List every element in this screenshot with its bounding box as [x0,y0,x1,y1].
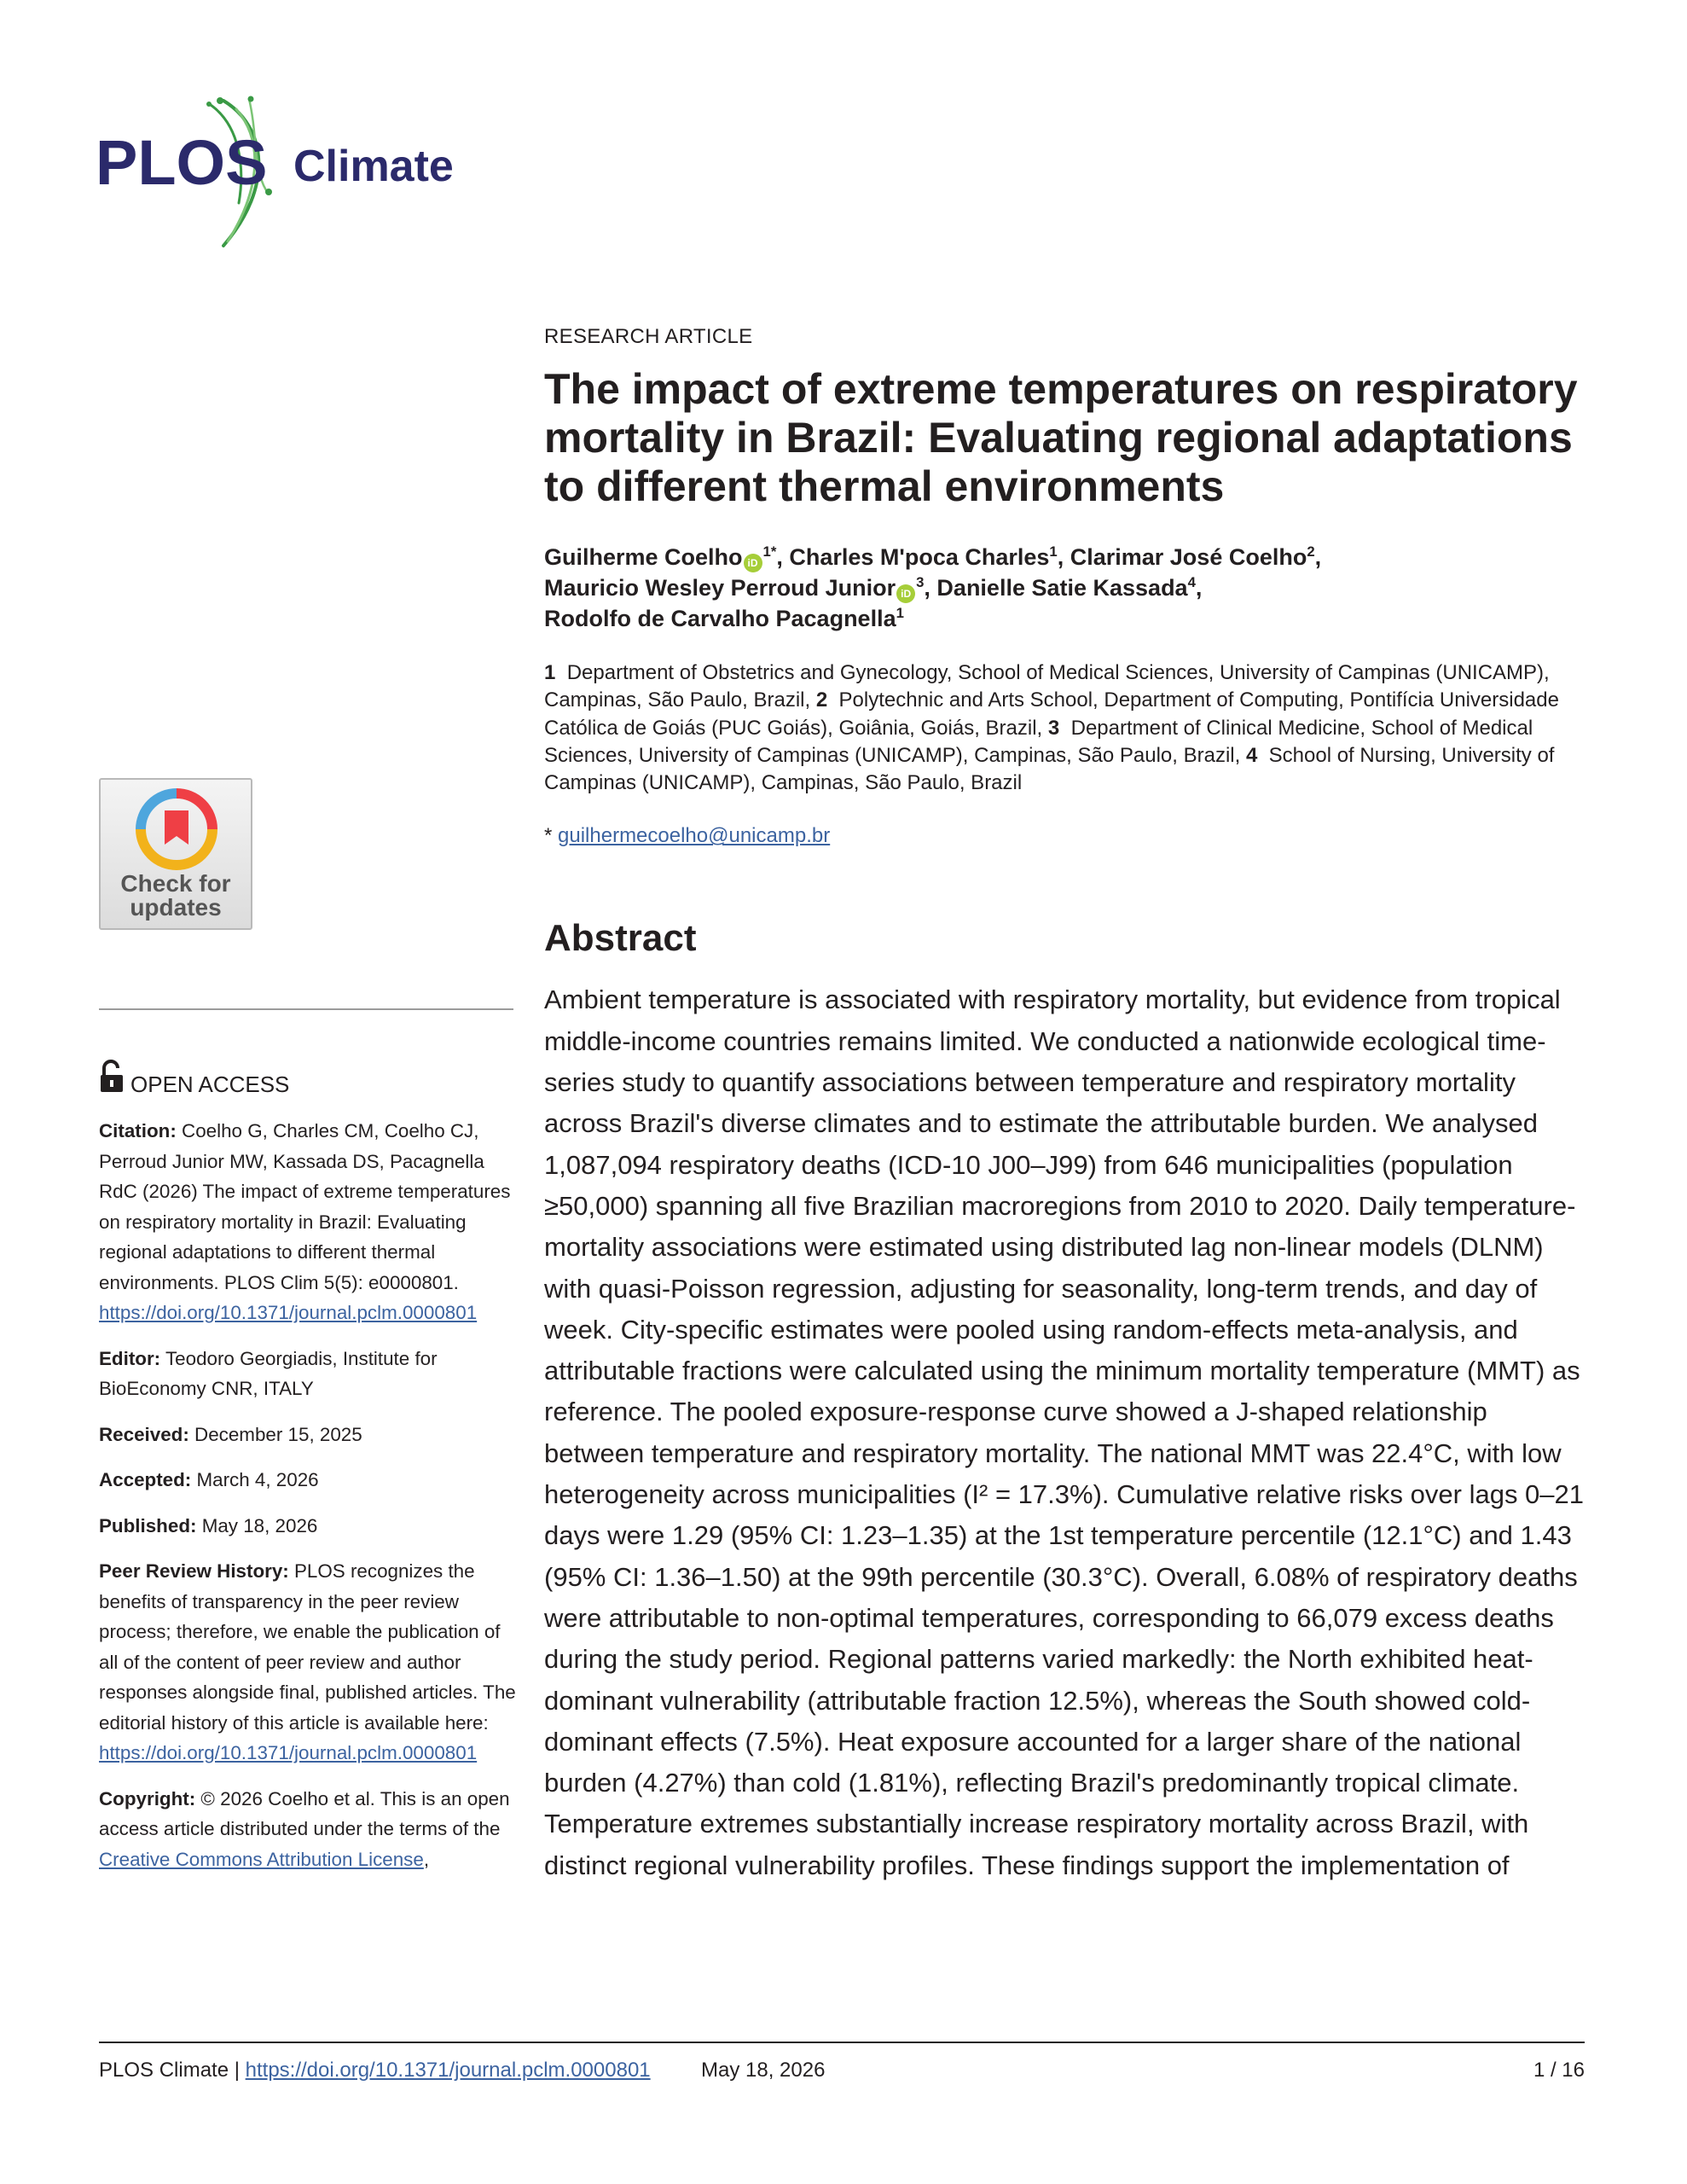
open-access-label: OPEN ACCESS [130,1072,290,1097]
footer-journal: PLOS Climate | https://doi.org/10.1371/journal.pclm.0000801 [99,2059,651,2082]
published-date: Published: May 18, 2026 [99,1514,318,1536]
article-type: RESEARCH ARTICLE [544,325,753,348]
editor: Editor: Teodoro Georgiadis, Institute for BioEconomy CNR, ITALY [99,1347,438,1399]
plos-wordmark: PLOS [96,127,268,198]
plos-logo-graphic [96,92,522,254]
crossmark-label: Check for updates [120,870,231,921]
orcid-icon[interactable]: iD [896,584,915,603]
peer-review-history: Peer Review History: PLOS recognizes the benefits of transparency in the peer review process; therefore, we enable the publication of all of the content of peer review and author responses alongside final, published articles. The editorial history of this article is available here: https://doi.org/10.1371/journal.pclm.0000801 [99,1560,516,1763]
author-list: Guilherme Coelho $iD^{1*}$, Charles M'poca Charles$^1$, Clarimar José Coelho$^2$, Mauricio Wesley Perroud Junior $iD^3$, Danielle Satie Kassada$^4$, Rodolfo de Carvalho Pacagnella$^1$ [544,543,1322,631]
author-name[interactable]: Rodolfo de Carvalho Pacagnella [544,606,896,631]
article-title: The impact of extreme temperatures on respiratory mortality in Brazil: Evaluating regional adaptations to different thermal environments [544,365,1578,510]
author-name[interactable]: , Clarimar José Coelho [1057,544,1307,570]
author-name[interactable]: Mauricio Wesley Perroud Junior [544,575,896,601]
corresponding-email-link[interactable]: guilhermecoelho@unicamp.br [558,824,831,848]
journal-wordmark: Climate [293,142,454,191]
sidebar-divider [99,1008,513,1010]
affiliations: 1 Department of Obstetrics and Gynecology, School of Medical Sciences, University of Campinas (UNICAMP), Campinas, São Paulo, Brazil, 2 Polytechnic and Arts School, Department of Computing, Pontifícia Universidade Católica de Goiás (PUC Goiás), Goiânia, Goiás, Brazil, 3 Department of Clinical Medicine, School of Medical Sciences, University of Campinas (UNICAMP), Campinas, São Paulo, Brazil, 4 School of Nursing, University of Campinas (UNICAMP), Campinas, São Paulo, Brazil [544,661,1559,795]
author-name[interactable]: , Danielle Satie Kassada [924,575,1188,601]
abstract-heading: Abstract [544,917,697,960]
received-date: Received: December 15, 2025 [99,1423,362,1445]
abstract-text: Ambient temperature is associated with respiratory mortality, but evidence from tropical middle-income countries remains limited. We conducted a nationwide ecological time-series study to quantify associations between temperature and respiratory mortality across Brazil's diverse climates and to estimate the attributable burden. We analysed 1,087,094 respiratory deaths (ICD-10 J00–J99) from 646 municipalities (population ≥50,000) spanning all five Brazilian macroregions from 2010 to 2020. Daily temperature-mortality associations were estimated using distributed lag non-linear models (DLNM) with quasi-Poisson regression, adjusting for seasonality, long-term trends, and day of week. City-specific estimates were pooled using random-effects meta-analysis, and attributable fractions were calculated using the minimum mortality temperature (MMT) as reference. The pooled exposure-response curve showed a J-shaped relationship between temperature and respiratory mortality. The national MMT was 22.4°C, with low heterogeneity across municipalities (I² = 17.3%). Cumulative relative risks over lags 0–21 days were 1.29 (95% CI: 1.23–1.35) at the 1st temperature percentile (12.1°C) and 1.43 (95% CI: 1.36–1.50) at the 99th percentile (30.3°C). Overall, 6.08% of respiratory deaths were attributable to non-optimal temperatures, corresponding to 66,079 excess deaths during the study period. Regional patterns varied markedly: the North exhibited heat-dominant vulnerability (attributable fraction 12.5%), whereas the South showed cold-dominant effects (7.5%). Heat exposure accounted for a larger share of the national burden (4.27%) than cold (1.81%), reflecting Brazil's predominantly tropical climate. Temperature extremes substantially increase respiratory mortality across Brazil, with distinct regional vulnerability profiles. These findings support the implementation of [544,985,1585,1880]
author-name[interactable]: , Charles M'poca Charles [776,544,1050,570]
footer-date: May 18, 2026 [701,2059,826,2082]
license-link[interactable]: Creative Commons Attribution License [99,1848,424,1870]
orcid-icon[interactable]: iD [744,554,762,572]
citation-doi-link[interactable]: https://doi.org/10.1371/journal.pclm.0000801 [99,1302,478,1323]
citation: Citation: Coelho G, Charles CM, Coelho CJ, Perroud Junior MW, Kassada DS, Pacagnella RdC (2026) The impact of extreme temperatures on respiratory mortality in Brazil: Evaluating regional adaptations to different thermal environments. PLOS Clim 5(5): e0000801. https://doi.org/10.1371/journal.pclm.0000801 [99,1120,511,1323]
check-for-updates-badge[interactable] [99,778,252,930]
author-name[interactable]: Guilherme Coelho [544,544,743,570]
open-lock-icon [99,1060,125,1094]
accepted-date: Accepted: March 4, 2026 [99,1469,319,1490]
article-main [544,324,1585,1886]
article-metadata-sidebar [99,1116,517,1890]
page-number: 1 / 16 [1533,2059,1585,2082]
copyright: Copyright: © 2026 Coelho et al. This is an open access article distributed under the terms of the Creative Commons Attribution License, [99,1787,510,1870]
footer-divider [99,2042,1585,2043]
footer-doi-link[interactable]: https://doi.org/10.1371/journal.pclm.0000801 [245,2059,651,2082]
crossmark-icon [136,788,217,870]
plos-climate-logo[interactable] [96,92,522,254]
peer-review-doi-link[interactable]: https://doi.org/10.1371/journal.pclm.0000801 [99,1742,478,1763]
corresponding-author: * guilhermecoelho@unicamp.br [544,824,831,848]
